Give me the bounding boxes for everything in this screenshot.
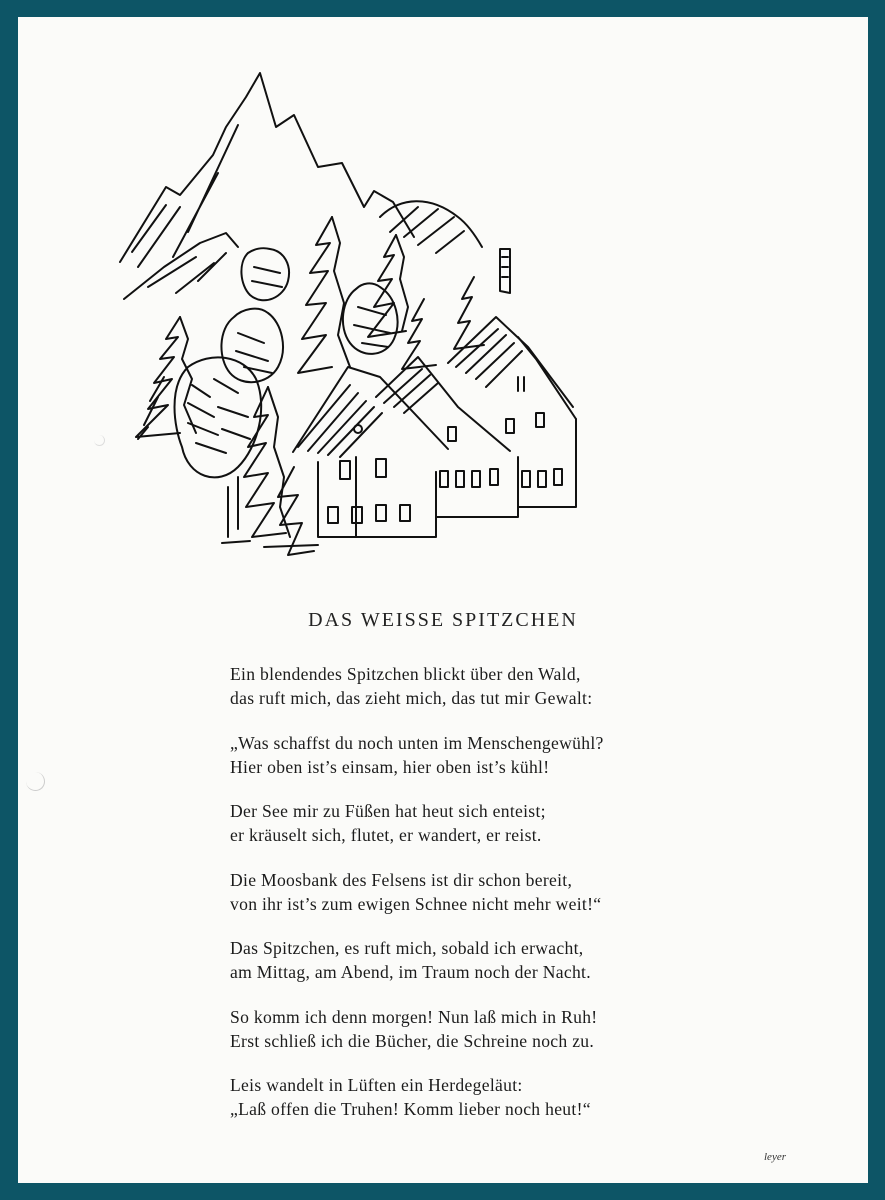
poem-line: am Mittag, am Abend, im Traum noch der Nacht. [230,962,591,982]
poem-stanza [230,731,750,779]
poem-stanza [230,799,750,847]
poem-line: „Was schaffst du noch unten im Menschengewühl? [230,732,604,753]
poem-line: „Laß offen die Truhen! Komm lieber noch heut!“ [230,1099,591,1119]
poem-stanza [230,936,750,984]
poem-title: DAS WEISSE SPITZCHEN [308,609,578,631]
poem-line: Die Moosbank des Felsens ist dir schon bereit, [230,869,573,890]
signature: leyer [764,1151,786,1163]
paper-mark [94,435,105,446]
poem-stanza [230,868,750,916]
poem-body [230,662,750,1142]
poem-stanza [230,1005,750,1053]
mountain-village-drawing-icon [118,67,598,567]
poem-stanza [230,1073,750,1121]
poem-line: Erst schließ ich die Bücher, die Schreine noch zu. [230,1030,595,1051]
poem-line: das ruft mich, das zieht mich, das tut mir Gewalt: [230,688,593,708]
poem-line: Der See mir zu Füßen hat heut sich enteist; [230,801,546,821]
poem-line: Ein blendendes Spitzchen blickt über den Wald, [230,664,581,684]
poem-stanza [230,662,750,710]
poem-line: von ihr ist’s zum ewigen Schnee nicht mehr weit!“ [230,893,602,914]
poem-line: Leis wandelt in Lüften ein Herdegeläut: [230,1075,523,1095]
poem-line: Das Spitzchen, es ruft mich, sobald ich erwacht, [230,938,584,958]
poem-line: So komm ich denn morgen! Nun laß mich in Ruh! [230,1006,598,1027]
paper-mark [26,772,45,791]
document-page [18,17,868,1183]
poem-line: Hier oben ist’s einsam, hier oben ist’s kühl! [230,756,550,777]
poem-line: er kräuselt sich, flutet, er wandert, er reist. [230,825,542,845]
